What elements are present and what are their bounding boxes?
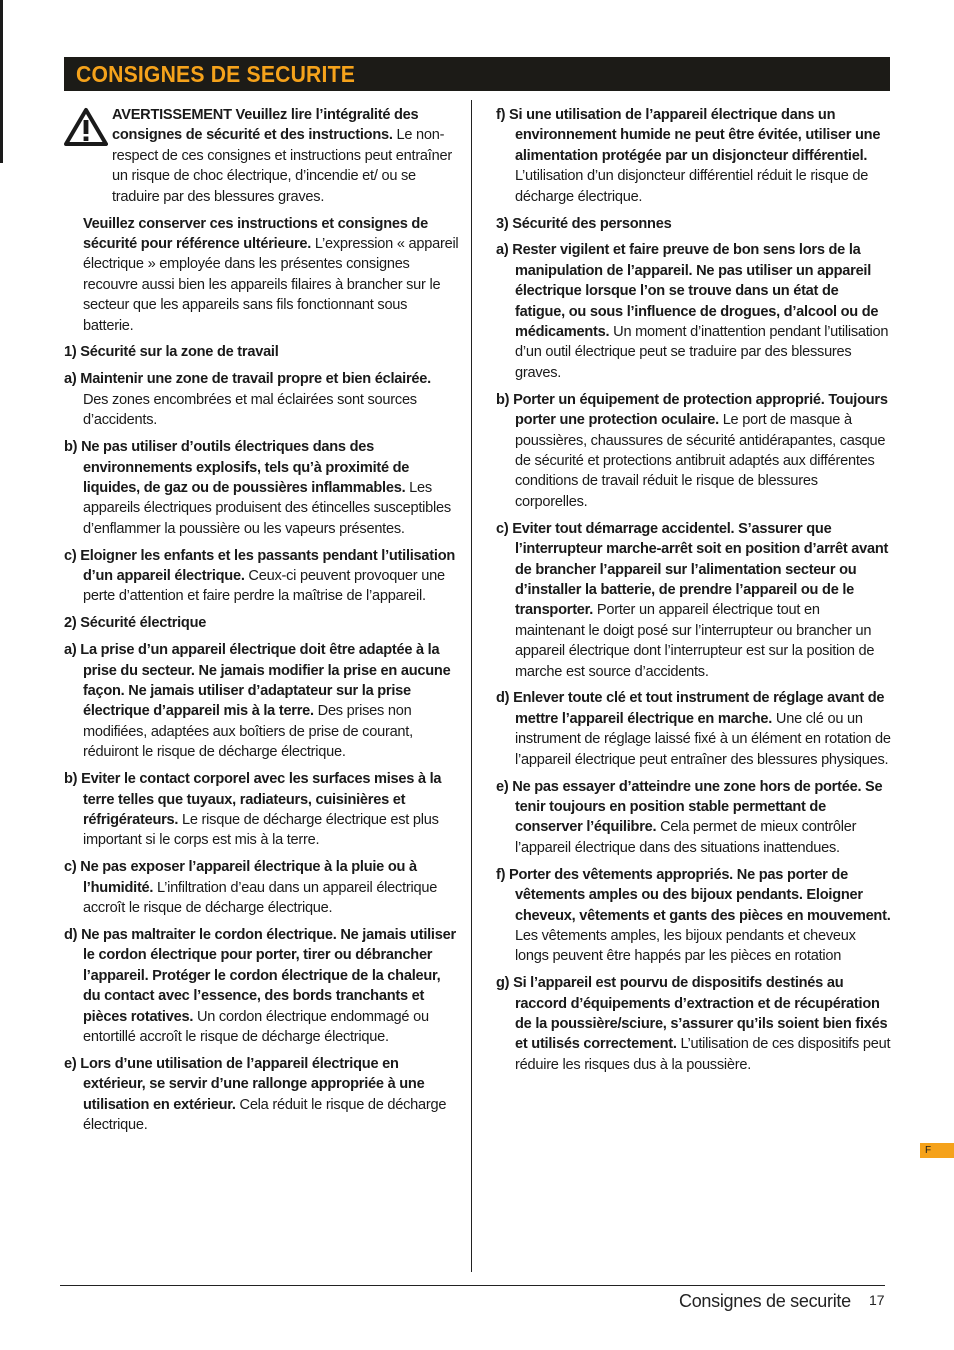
page-edge-mark [0, 0, 3, 163]
item-2c: c) Ne pas exposer l’appareil électrique à la pluie ou à l’humidité. L’infiltration d’eau dans un appareil électrique accroît le risque de décharge électrique. [64, 859, 438, 917]
warning-paragraph: AVERTISSEMENT Veuillez lire l’intégralité des consignes de sécurité et des instructions. Le non-respect de ces consignes et instructions peut entraîner un risque de choc électrique, d’incendie et/ ou se traduire par des blessures graves. [112, 107, 452, 205]
page-number: 17 [869, 1292, 885, 1308]
item-2a: a) La prise d’un appareil électrique doit être adaptée à la prise du secteur. Ne jamais modifier la prise en aucune façon. Ne jamais utiliser d’adaptateur sur la prise électrique d’appareil mis à la terre. Des prises non modifiées, adaptées aux boîtiers de prise de courant, réduiront le risque de décharge électrique. [64, 642, 451, 761]
warning-triangle-icon [64, 107, 108, 147]
page-title: CONSIGNES DE SECURITE [76, 60, 355, 87]
item-2b: b) Eviter le contact corporel avec les surfaces mises à la terre telles que tuyaux, radiateurs, cuisinières et réfrigérateurs. Le risque de décharge électrique est plus important si le corps est mis à la terre. [64, 771, 442, 849]
item-3d: d) Enlever toute clé et tout instrument de réglage avant de mettre l’appareil électrique en marche. Une clé ou un instrument de réglage laissé fixé à un élément en rotation de l’appareil électrique peut entraîner des blessures physiques. [496, 690, 891, 768]
item-1a: a) Maintenir une zone de travail propre et bien éclairée. Des zones encombrées et mal éclairées sont sources d’accidents. [64, 371, 431, 429]
item-3f: f) Porter des vêtements appropriés. Ne pas porter de vêtements amples ou des bijoux pendants. Eloigner cheveux, vêtements et gants des pièces en mouvement. Les vêtements amples, les bijoux pendants et cheveux longs peuvent être happés par les pièces en rotation [496, 866, 891, 965]
section-heading-electrical: 2) Sécurité électrique [64, 615, 207, 632]
item-2f: f) Si une utilisation de l’appareil électrique dans un environnement humide ne peut être évitée, utiliser une alimentation protégée par un disjoncteur différentiel. L’utilisation d’un disjoncteur différentiel réduit le risque de décharge électrique. [496, 107, 881, 205]
item-3e: e) Ne pas essayer d’atteindre une zone hors de portée. Se tenir toujours en position stable permettant de conserver l’équilibre. Cela permet de mieux contrôler l’appareil électrique dans des situations inattendues. [496, 778, 883, 856]
item-1b: b) Ne pas utiliser d’outils électriques dans des environnements explosifs, tels qu’à proximité de liquides, de gaz ou de poussières inflammables. Les appareils électriques produisent des étincelles susceptibles d’enflammer la poussière ou les vapeurs présentes. [64, 439, 451, 537]
right-column [496, 105, 892, 1082]
section-heading-personal-safety: 3) Sécurité des personnes [496, 215, 672, 232]
column-divider [471, 100, 472, 1272]
item-2e: e) Lors d’une utilisation de l’appareil électrique en extérieur, se servir d’une rallonge appropriée à une utilisation en extérieur. Cela réduit le risque de décharge électrique. [64, 1055, 447, 1134]
footer-rule [60, 1285, 885, 1286]
language-tab: F [920, 1143, 954, 1158]
footer-section-label: Consignes de securite [679, 1291, 851, 1311]
item-1c: c) Eloigner les enfants et les passants pendant l’utilisation d’un appareil électrique. Ceux-ci peuvent provoquer une perte d’attention et faire perdre la maîtrise de l’appareil. [64, 547, 456, 605]
left-column [64, 105, 459, 1142]
section-heading-work-area: 1) Sécurité sur la zone de travail [64, 344, 279, 361]
item-3b: b) Porter un équipement de protection approprié. Toujours porter une protection oculaire. Le port de masque à poussières, chaussures de sécurité antidérapantes, casque de sécurité et protections antibruit adaptés aux différentes conditions de travail réduit le risque de blessures corporelles. [496, 391, 888, 510]
item-3c: c) Eviter tout démarrage accidentel. S’assurer que l’interrupteur marche-arrêt soit en position d’arrêt avant de brancher l’appareil sur l’alimentation secteur ou d’installer la batterie, de prendre l’appareil ou de le transporter. Porter un appareil électrique tout en maintenant le doigt posé sur l’interrupteur ou brancher un appareil électrique dont l’interrupteur est sur la position de marche est source d’accidents. [496, 520, 889, 680]
warning-block [64, 105, 459, 207]
item-2d: d) Ne pas maltraiter le cordon électrique. Ne jamais utiliser le cordon électrique pour porter, tirer ou débrancher l’appareil. Protéger le cordon électrique de la chaleur, du contact avec l’essence, des bords tranchants et pièces rotatives. Un cordon électrique endommagé ou entortillé accroît le risque de décharge électrique. [64, 927, 456, 1046]
keep-instructions-paragraph: Veuillez conserver ces instructions et consignes de sécurité pour référence ultérieure. L’expression « appareil électrique » employée dans les présentes consignes recouvre aussi bien les appareils filaires à brancher sur le secteur que les appareils sans fils fonctionnant sous batterie. [83, 215, 459, 334]
section-header-bar [64, 57, 890, 91]
item-3a: a) Rester vigilent et faire preuve de bon sens lors de la manipulation de l’appareil. Ne pas utiliser un appareil électrique lorsque l’on se trouve dans un état de fatigue, ou sous l’influence de drogues, d’alcool ou de médicaments. Un moment d’inattention pendant l’utilisation d’un outil électrique peut se traduire par des blessures graves. [496, 242, 889, 381]
item-3g: g) Si l’appareil est pourvu de dispositifs destinés au raccord d’équipements d’extraction et de récupération de la poussière/sciure, s’assurer qu’ils soient bien fixés et utilisés correctement. L’utilisation de ces dispositifs peut réduire les risques dus à la poussière. [496, 975, 891, 1073]
